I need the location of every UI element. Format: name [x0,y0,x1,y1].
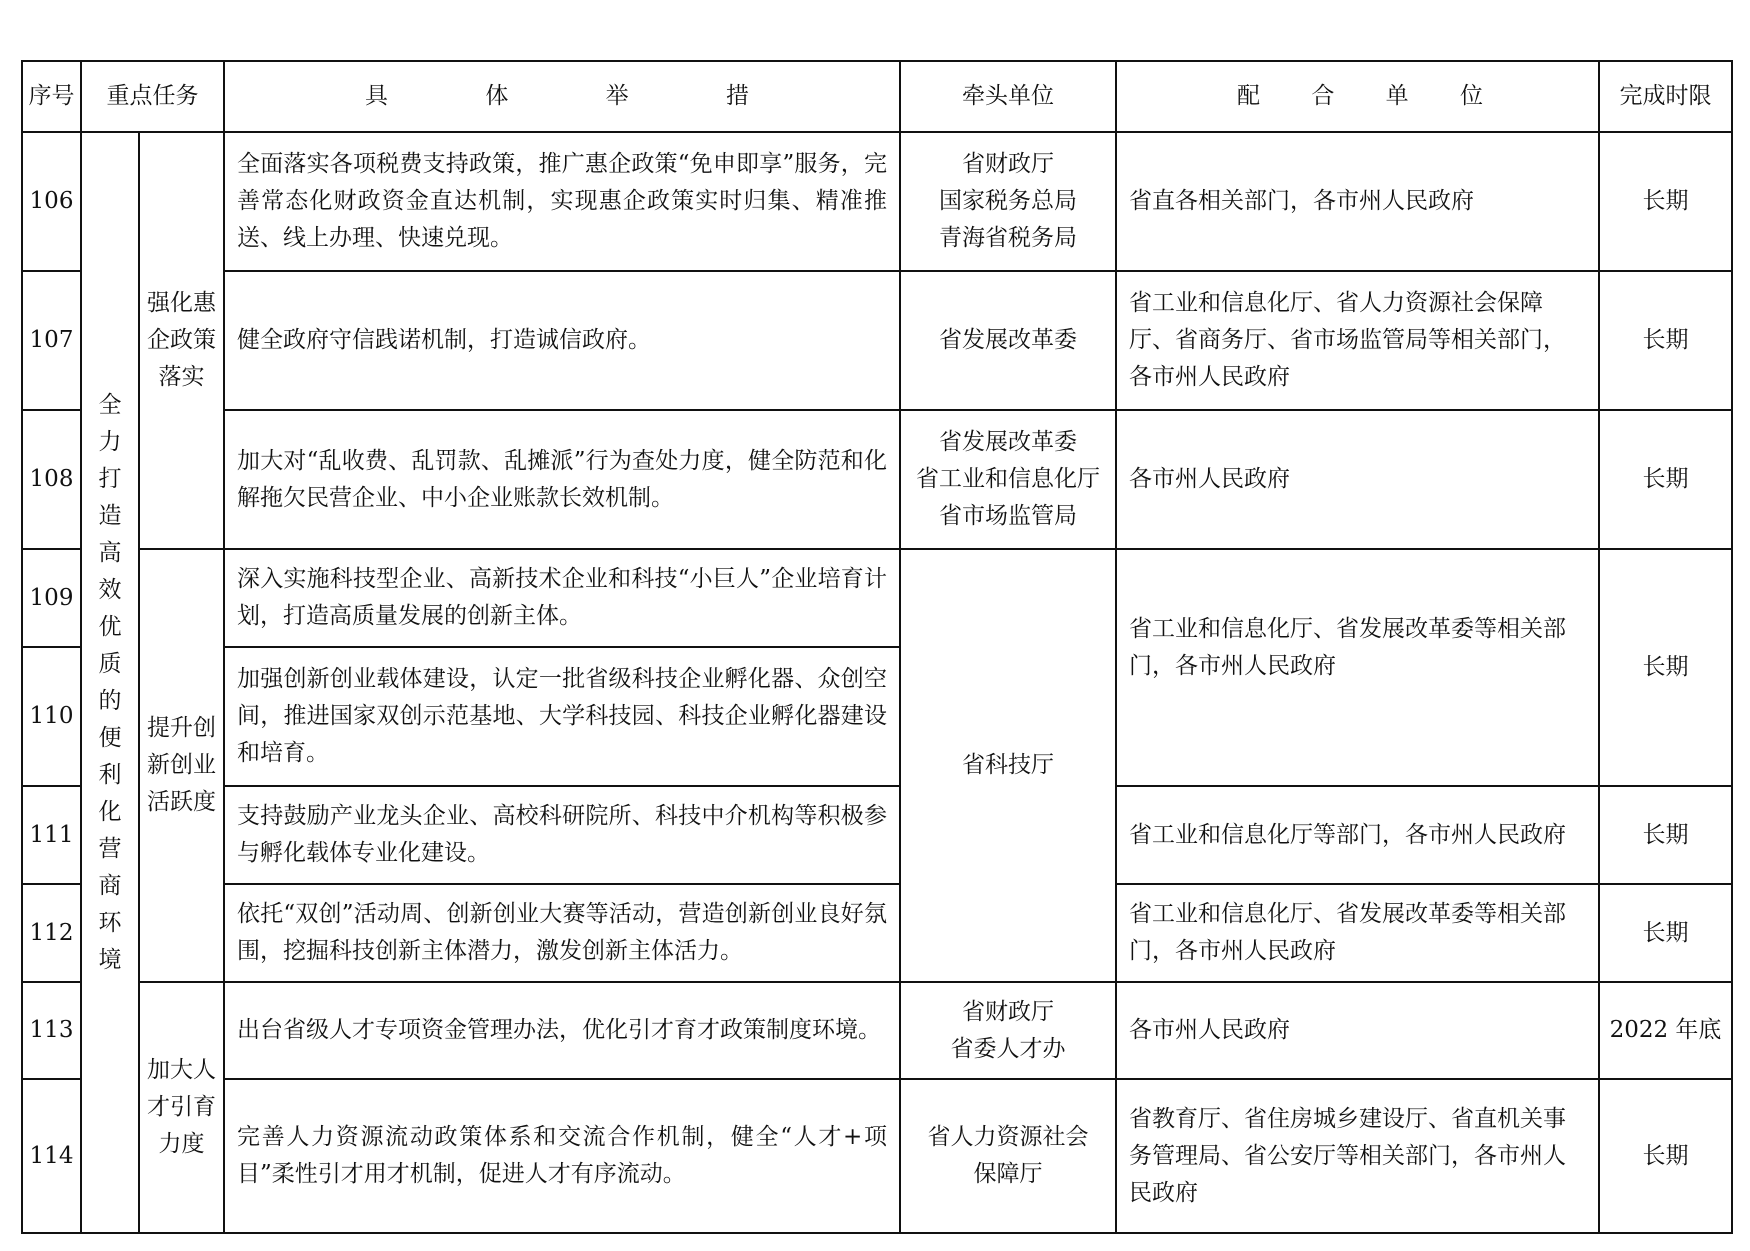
header-measure-char: 举 [605,83,629,109]
row-number: 113 [22,982,81,1079]
header-coop-char: 单 [1385,83,1409,109]
header-measure [224,61,900,132]
coop-cell: 省教育厅、省住房城乡建设厅、省直机关事务管理局、省公安厅等相关部门，各市州人民政府 [1116,1079,1599,1233]
deadline-cell: 长期 [1599,410,1732,549]
measure-cell: 健全政府守信践诺机制，打造诚信政府。 [224,271,900,410]
main-task-text: 全力打造高效优质的便利化营商环境 [98,391,122,973]
lead-unit: 省委人才办 [950,1035,1066,1062]
row-number: 106 [22,132,81,271]
row-number: 107 [22,271,81,410]
measure-cell: 完善人力资源流动政策体系和交流合作机制，健全“人才+项目”柔性引才用才机制，促进人才有序流动。 [224,1079,900,1233]
lead-cell [900,982,1116,1079]
measure-cell: 全面落实各项税费支持政策，推广惠企政策“免申即享”服务，完善常态化财政资金直达机制，实现惠企政策实时归集、精准推送、线上办理、快速兑现。 [224,132,900,271]
lead-cell [900,1079,1116,1233]
deadline-cell: 长期 [1599,786,1732,884]
measure-cell: 出台省级人才专项资金管理办法，优化引才育才政策制度环境。 [224,982,900,1079]
lead-cell [900,549,1116,982]
subtask-cell [139,982,224,1233]
deadline-cell: 长期 [1599,1079,1732,1233]
lead-unit: 省发展改革委 [939,429,1077,455]
row-number: 110 [22,647,81,786]
lead-unit: 保障厅 [973,1161,1043,1187]
subtask-text: 加大人才引育力度 [147,1057,216,1157]
header-measure-char: 具 [365,83,388,109]
table-row [22,884,1732,982]
row-number: 111 [22,786,81,884]
coop-text: 省工业和信息化厅、省发展改革委等相关部门，各市州人民政府 [1129,615,1566,679]
coop-cell: 各市州人民政府 [1116,982,1599,1079]
header-coop-char: 合 [1311,83,1335,109]
subtask-text: 提升创新创业活跃度 [147,715,216,815]
table-row [22,132,1732,271]
lead-unit: 青海省税务局 [939,225,1077,251]
lead-unit: 省市场监管局 [939,503,1077,529]
table-row [22,410,1732,549]
row-number: 114 [22,1079,81,1233]
header-row [22,61,1732,132]
header-no: 序号 [22,61,81,132]
table-row [22,982,1732,1079]
measure-cell: 加大对“乱收费、乱罚款、乱摊派”行为查处力度，健全防范和化解拖欠民营企业、中小企业账款长效机制。 [224,410,900,549]
table-row [22,271,1732,410]
header-coop [1116,61,1599,132]
table-row [22,549,1732,647]
coop-cell: 省工业和信息化厅、省发展改革委等相关部门，各市州人民政府 [1116,884,1599,982]
subtask-text: 强化惠企政策落实 [147,290,216,390]
deadline-cell: 2022 年底 [1599,982,1732,1079]
main-task-cell [81,132,139,1233]
row-number: 108 [22,410,81,549]
lead-unit: 省工业和信息化厅 [916,466,1100,492]
lead-unit: 省发展改革委 [939,327,1077,353]
table-row [22,786,1732,884]
deadline-cell: 长期 [1599,132,1732,271]
row-number: 109 [22,549,81,647]
subtask-cell [139,132,224,549]
row-number: 112 [22,884,81,982]
coop-cell [1116,549,1599,786]
measure-cell: 依托“双创”活动周、创新创业大赛等活动，营造创新创业良好氛围，挖掘科技创新主体潜力，激发创新主体活力。 [224,884,900,982]
header-lead: 牵头单位 [900,61,1116,132]
lead-unit: 省科技厅 [962,752,1054,778]
measure-cell: 加强创新创业载体建设，认定一批省级科技企业孵化器、众创空间，推进国家双创示范基地、大学科技园、科技企业孵化器建设和培育。 [224,647,900,786]
coop-cell: 省工业和信息化厅等部门，各市州人民政府 [1116,786,1599,884]
header-coop-char: 配 [1237,83,1260,109]
measure-cell: 支持鼓励产业龙头企业、高校科研院所、科技中介机构等积极参与孵化载体专业化建设。 [224,786,900,884]
deadline-cell: 长期 [1599,549,1732,786]
coop-cell: 省工业和信息化厅、省人力资源社会保障厅、省商务厅、省市场监管局等相关部门，各市州人民政府 [1116,271,1599,410]
deadline-cell: 长期 [1599,884,1732,982]
subtask-cell [139,549,224,982]
lead-unit: 国家税务总局 [939,188,1077,214]
measure-cell: 深入实施科技型企业、高新技术企业和科技“小巨人”企业培育计划，打造高质量发展的创新主体。 [224,549,900,647]
lead-unit: 省财政厅 [962,151,1054,177]
task-table [21,60,1733,1234]
lead-unit: 省财政厅 [962,998,1054,1025]
header-measure-char: 措 [725,83,749,109]
lead-cell [900,271,1116,410]
header-task: 重点任务 [81,61,224,132]
lead-cell [900,410,1116,549]
lead-unit: 省人力资源社会 [927,1124,1089,1150]
header-deadline: 完成时限 [1599,61,1732,132]
coop-cell: 省直各相关部门，各市州人民政府 [1116,132,1599,271]
header-coop-char: 位 [1459,83,1483,109]
coop-cell: 各市州人民政府 [1116,410,1599,549]
lead-cell [900,132,1116,271]
table-row [22,1079,1732,1233]
deadline-cell: 长期 [1599,271,1732,410]
header-measure-char: 体 [485,83,509,109]
